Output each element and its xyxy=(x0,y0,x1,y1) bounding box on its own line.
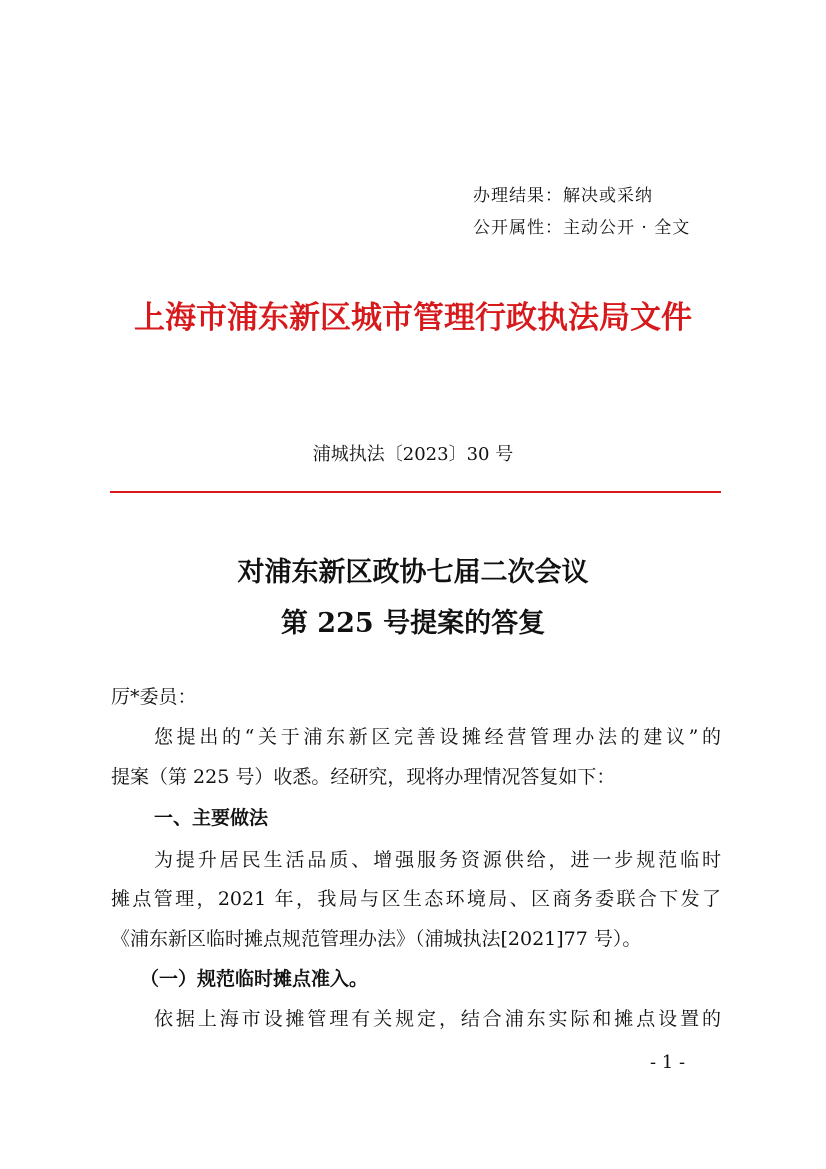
issuing-authority-header: 上海市浦东新区城市管理行政执法局文件 xyxy=(134,300,692,336)
document-title-line-1: 对浦东新区政协七届二次会议 xyxy=(237,557,589,588)
section-heading-main-practices: 一、主要做法 xyxy=(154,807,269,829)
subsection-heading-admission: （一）规范临时摊点准入。 xyxy=(140,968,369,990)
page-number: - 1 - xyxy=(650,1052,686,1073)
red-separator-line xyxy=(110,491,721,493)
paragraph-2-line-1: 为提升居民生活品质、增强服务资源供给，进一步规范临时 xyxy=(154,849,721,871)
document-number: 浦城执法〔2023〕30 号 xyxy=(312,444,514,465)
salutation: 厉*委员： xyxy=(111,686,197,708)
paragraph-1-line-2: 提案（第 225 号）收悉。经研究，现将办理情况答复如下： xyxy=(111,766,616,788)
disclosure-attribute: 公开属性：主动公开 · 全文 xyxy=(473,218,691,238)
handling-result: 办理结果：解决或采纳 xyxy=(473,186,653,206)
paragraph-1-line-1: 您提出的“关于浦东新区完善设摊经营管理办法的建议”的 xyxy=(154,726,721,748)
paragraph-3-line-1: 依据上海市设摊管理有关规定，结合浦东实际和摊点设置的 xyxy=(154,1008,721,1030)
document-title-line-2: 第 225 号提案的答复 xyxy=(280,608,546,639)
paragraph-2-line-3: 《浦东新区临时摊点规范管理办法》（浦城执法[2021]77 号）。 xyxy=(111,928,642,950)
paragraph-2-line-2: 摊点管理，2021 年，我局与区生态环境局、区商务委联合下发了 xyxy=(111,888,721,910)
